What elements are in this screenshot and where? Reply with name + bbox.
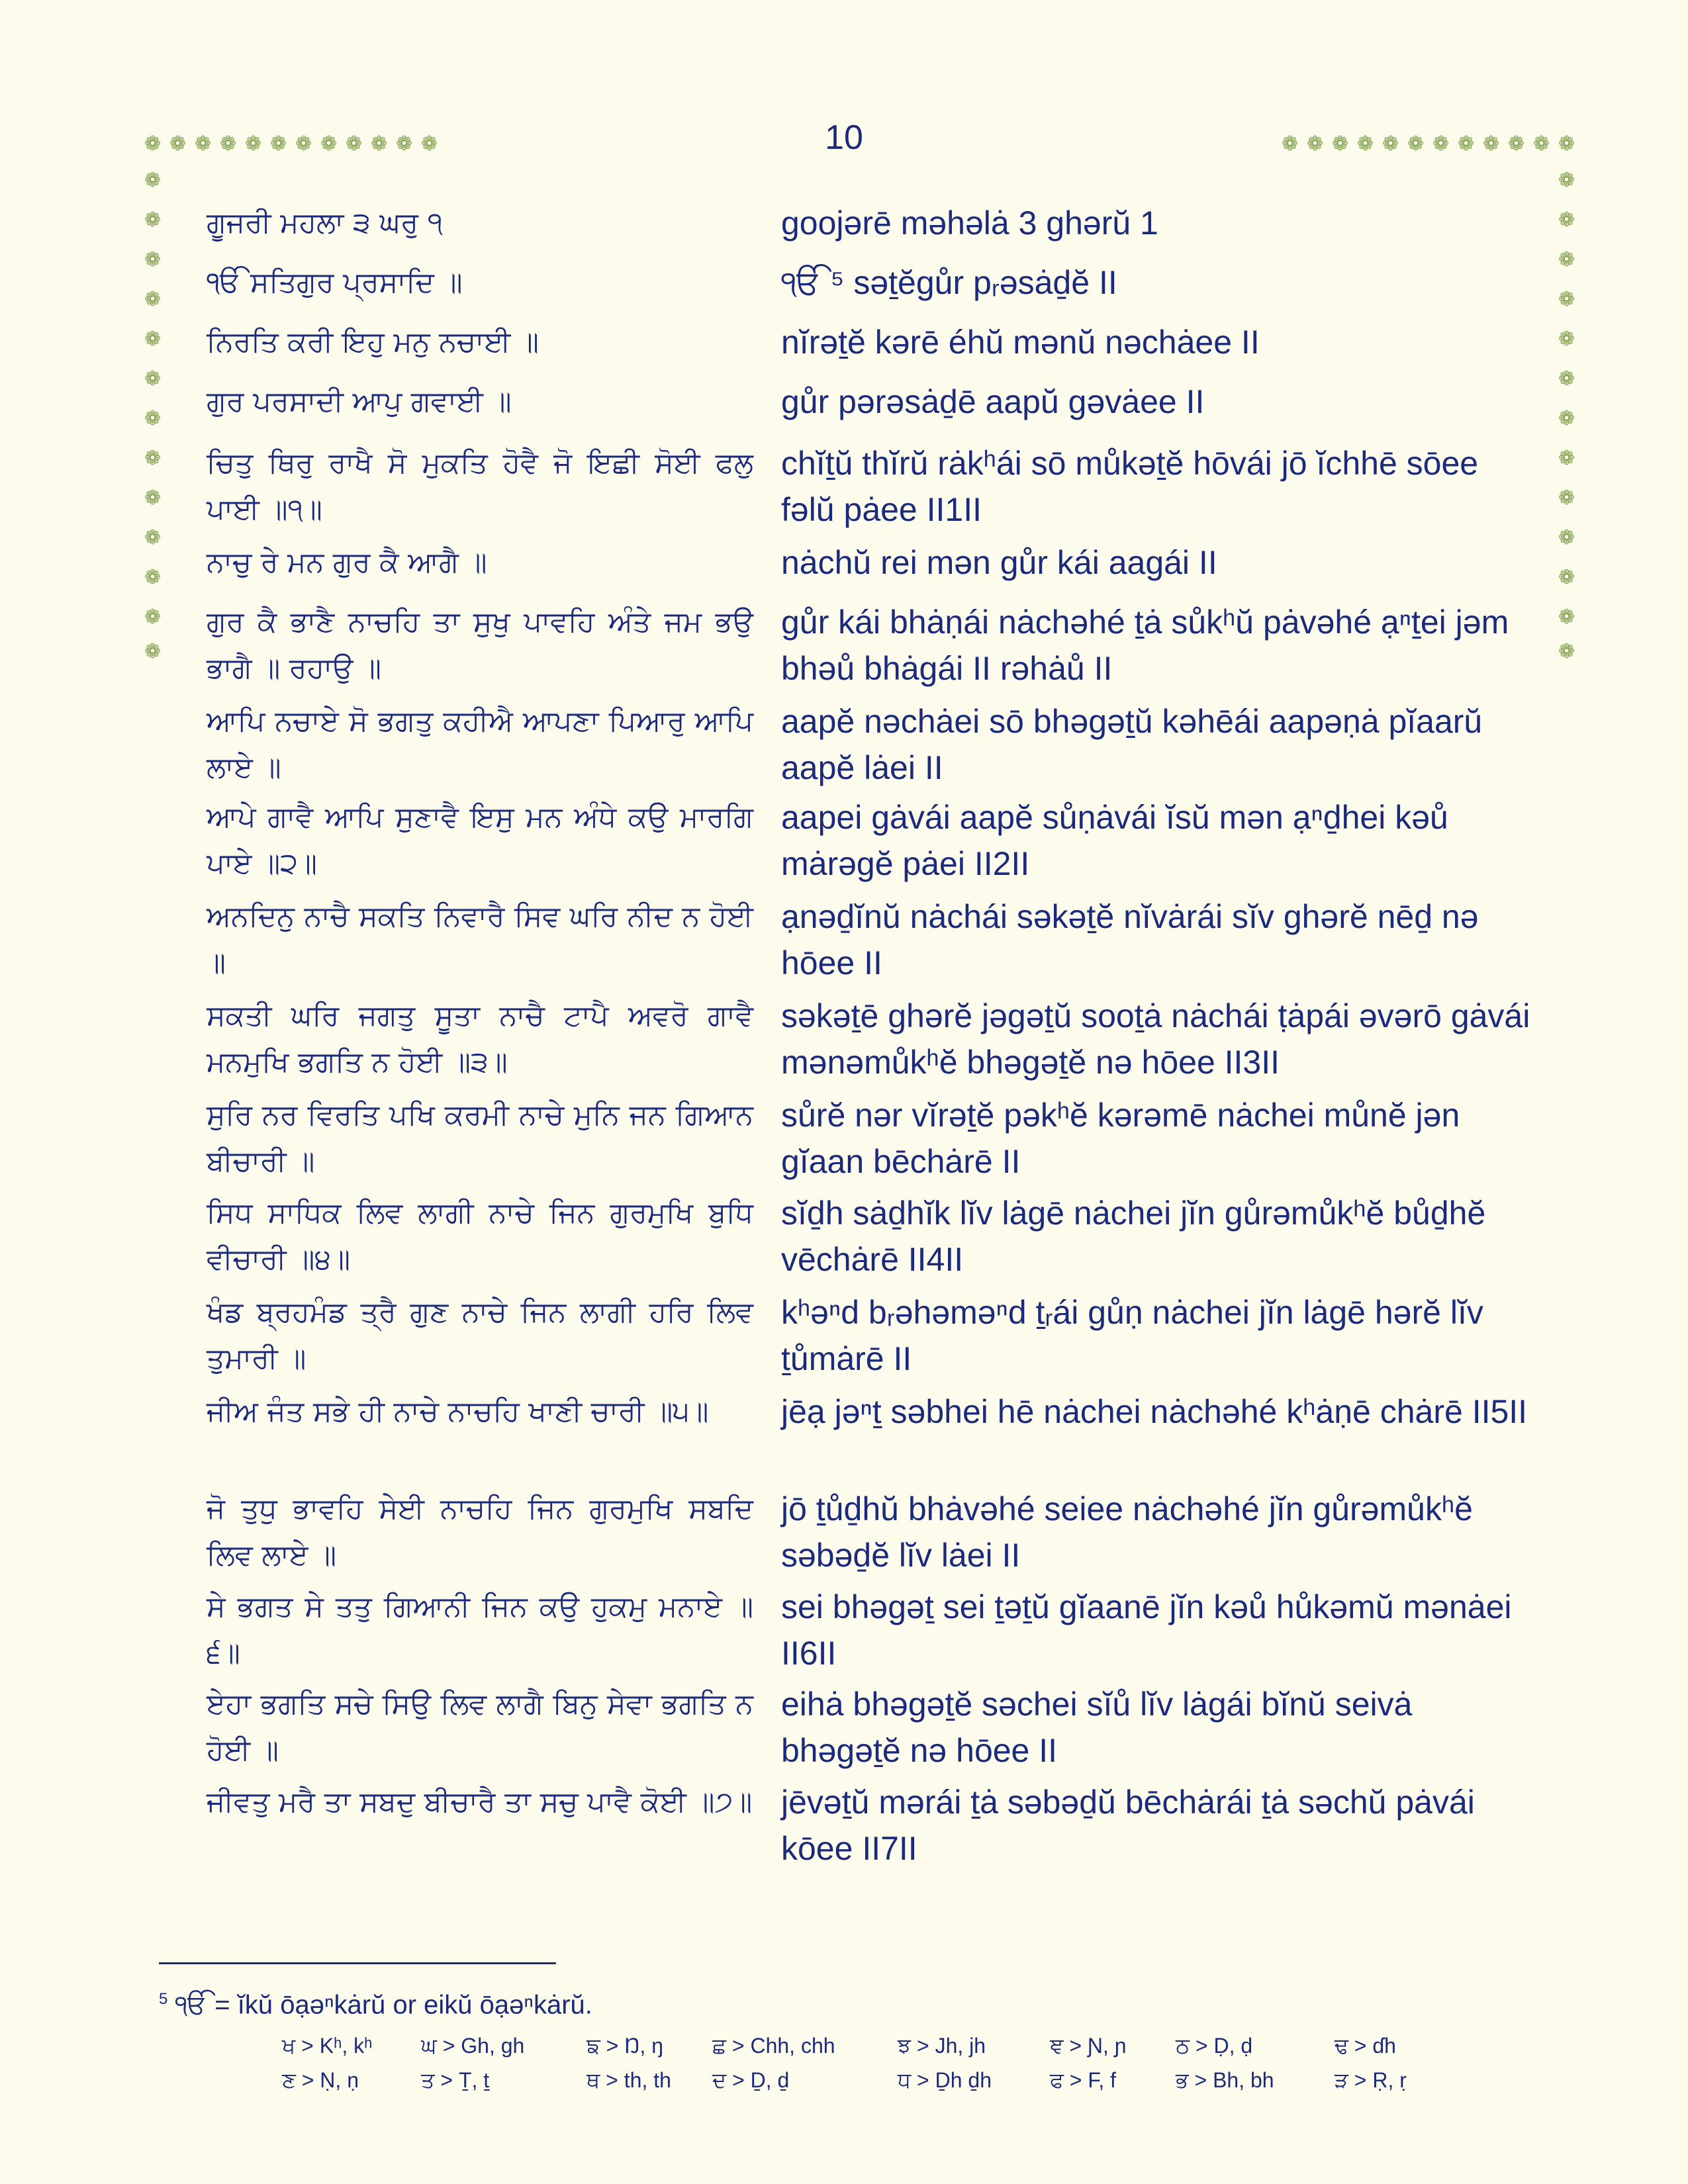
flower-icon: ❁ (1483, 132, 1500, 156)
flower-icon: ❁ (144, 566, 162, 589)
gurmukhi-line: ਗੁਰ ਕੈ ਭਾਣੈ ਨਾਚਹਿ ਤਾ ਸੁਖੁ ਪਾਵਹਿ ਅੰਤੇ ਜਮ ਭਉ ਭਾਗੈ ॥ ਰਹਾਉ ॥ (207, 606, 753, 685)
flower-icon: ❁ (1508, 132, 1525, 156)
flower-icon: ❁ (144, 447, 162, 470)
flower-icon: ❁ (144, 486, 162, 510)
footnote-marker: 5 (159, 1990, 168, 2008)
key-entry: ਭ > Bh, bh (1176, 2068, 1274, 2092)
gurmukhi-line: ਸੁਰਿ ਨਰ ਵਿਰਤਿ ਪਖਿ ਕਰਮੀ ਨਾਚੇ ਮੁਨਿ ਜਨ ਗਿਆਨ ਬੀਚਾਰੀ ॥ (207, 1099, 753, 1178)
flower-icon: ❁ (144, 328, 162, 351)
flower-icon: ❁ (1558, 447, 1575, 470)
footnote-divider (159, 1962, 556, 1964)
flower-icon: ❁ (1382, 132, 1399, 156)
flower-icon: ❁ (1558, 328, 1575, 351)
key-entry: ਢ > ɗh (1335, 2034, 1396, 2058)
gurmukhi-line: ਅਨਦਿਨੁ ਨਾਚੈ ਸਕਤਿ ਨਿਵਾਰੈ ਸਿਵ ਘਰਿ ਨੀਦ ਨ ਹੋਈ ॥ (207, 900, 753, 979)
gurmukhi-line: ਆਪੇ ਗਾਵੈ ਆਪਿ ਸੁਣਾਵੈ ਇਸੁ ਮਨ ਅੰਧੇ ਕਉ ਮਾਰਗਿ ਪਾਏ ॥੨॥ (207, 801, 753, 880)
key-entry: ਘ > Gh, gh (421, 2034, 525, 2058)
flower-icon: ❁ (245, 132, 262, 156)
gurmukhi-line: ਗੂਜਰੀ ਮਹਲਾ ੩ ਘਰੁ ੧ (207, 206, 444, 240)
gurmukhi-line: ਸਿਧ ਸਾਧਿਕ ਲਿਵ ਲਾਗੀ ਨਾਚੇ ਜਿਨ ਗੁਰਮੁਖਿ ਬੁਧਿ ਵੀਚਾਰੀ ॥੪॥ (207, 1197, 753, 1276)
flower-icon: ❁ (1558, 407, 1575, 430)
flower-icon: ❁ (144, 407, 162, 430)
flower-icon: ❁ (1282, 132, 1299, 156)
transliteration-line: jō ṯůḏhŭ bhȧvəhé seiee nȧchəhé jĭn gůrəmůkʰĕ səbəḏĕ lĭv lȧei II (781, 1490, 1473, 1574)
gurmukhi-line: ੴ ਸਤਿਗੁਰ ਪ੍ਰਸਾਦਿ ॥ (207, 266, 463, 299)
transliteration-line: jēạ jəⁿṯ səbhei hē nȧchei nȧchəhé kʰȧṇē chȧrē II5II (781, 1393, 1528, 1430)
key-entry: ਙ > Ŋ, ŋ (586, 2034, 663, 2058)
key-entry: ਦ > Ḏ, ḏ (712, 2068, 790, 2092)
flower-icon: ❁ (396, 132, 413, 156)
flower-icon: ❁ (1357, 132, 1374, 156)
flower-icon: ❁ (1558, 208, 1575, 232)
transliteration-line: sĭḏh sȧḏhĭk lĭv lȧgē nȧchei jĭn gůrəmůkʰĕ bůḏhĕ vēchȧrē II4II (781, 1195, 1486, 1278)
transliteration-line: nĭrəṯĕ kərē éhŭ mənŭ nəchȧee II (781, 324, 1260, 361)
transliteration-line: goojərē məhəlȧ 3 ghərŭ 1 (781, 205, 1158, 242)
gurmukhi-line: ਏਹਾ ਭਗਤਿ ਸਚੇ ਸਿਉ ਲਿਵ ਲਾਗੈ ਬਿਨੁ ਸੇਵਾ ਭਗਤਿ ਨ ਹੋਈ ॥ (207, 1688, 753, 1767)
flower-icon: ❁ (1558, 526, 1575, 549)
flower-icon: ❁ (1558, 132, 1575, 156)
flower-icon: ❁ (144, 367, 162, 390)
gurmukhi-line: ਜੀਅ ਜੰਤ ਸਭੇ ਹੀ ਨਾਚੇ ਨਾਚਹਿ ਖਾਣੀ ਚਾਰੀ ॥੫॥ (207, 1395, 709, 1428)
flower-icon: ❁ (421, 132, 438, 156)
transliteration-line: gůr pərəsȧḏē aapŭ gəvȧee II (781, 383, 1205, 420)
flower-icon: ❁ (371, 132, 388, 156)
flower-icon: ❁ (1558, 248, 1575, 271)
gurmukhi-line: ਖੰਡ ਬ੍ਰਹਮੰਡ ਤ੍ਰੈ ਗੁਣ ਨਾਚੇ ਜਿਨ ਲਾਗੀ ਹਰਿ ਲਿਵ ਤੁਮਾਰੀ ॥ (207, 1296, 753, 1375)
key-entry: ਠ > Ḍ, ḍ (1176, 2034, 1253, 2058)
transliteration-line: ạnəḏĭnŭ nȧchái səkəṯĕ nĭvȧrái sĭv ghərĕ nēḏ nə hōee II (781, 898, 1479, 981)
flower-icon: ❁ (1558, 288, 1575, 311)
flower-icon: ❁ (1558, 606, 1575, 629)
transliteration-line: sůrĕ nər vĭrəṯĕ pəkʰĕ kərəmē nȧchei můnĕ jən gĭaan bēchȧrē II (781, 1097, 1460, 1180)
transliteration-line: gůr kái bhȧṇái nȧchəhé ṯȧ sůkʰŭ pȧvəhé ạⁿṯei jəm bhəů bhȧgái II rəhȧů II (781, 604, 1509, 687)
transliteration-line: jēvəṯŭ mərái ṯȧ səbəḏŭ bēchȧrái ṯȧ səchŭ pȧvái kōee II7II (781, 1784, 1475, 1867)
flower-icon: ❁ (346, 132, 363, 156)
flower-icon: ❁ (220, 132, 237, 156)
flower-icon: ❁ (144, 248, 162, 271)
gurmukhi-line: ਨਿਰਤਿ ਕਰੀ ਇਹੁ ਮਨੁ ਨਚਾਈ ॥ (207, 326, 539, 359)
flower-icon: ❁ (195, 132, 212, 156)
gurmukhi-line: ਜੀਵਤੁ ਮਰੈ ਤਾ ਸਬਦੁ ਬੀਚਾਰੈ ਤਾ ਸਚੁ ਪਾਵੈ ਕੋਈ ॥੭॥ (207, 1786, 753, 1819)
key-entry: ਤ > Ṯ, ṯ (421, 2068, 490, 2092)
flower-icon: ❁ (1558, 640, 1575, 663)
flower-icon: ❁ (1558, 486, 1575, 510)
flower-icon: ❁ (1458, 132, 1475, 156)
gurmukhi-line: ਆਪਿ ਨਚਾਏ ਸੋ ਭਗਤੁ ਕਹੀਐ ਆਪਣਾ ਪਿਆਰੁ ਆਪਿ ਲਾਏ ॥ (207, 705, 753, 784)
flower-icon: ❁ (144, 132, 162, 156)
transliteration-line: sei bhəgəṯ sei ṯəṯŭ gĭaanē jĭn kəů hůkəmŭ mənȧei II6II (781, 1588, 1512, 1672)
transliteration-line: aapei gȧvái aapĕ sůṇȧvái ĭsŭ mən ạⁿḏhei kəů mȧrəgĕ pȧei II2II (781, 799, 1448, 882)
key-entry: ਖ > Kʰ, kʰ (282, 2034, 373, 2058)
flower-icon: ❁ (1432, 132, 1450, 156)
footnote-text: ੴ = ĭkŭ ōạəⁿkȧrŭ or eikŭ ōạəⁿkȧrŭ. (175, 1990, 592, 2020)
flower-icon: ❁ (1332, 132, 1349, 156)
flower-icon: ❁ (144, 526, 162, 549)
transliteration-line: səkəṯē ghərĕ jəgəṯŭ sooṯȧ nȧchái ṭȧpái əvərō gȧvái mənəmůkʰĕ bhəgəṯĕ nə hōee II3II (781, 997, 1530, 1081)
flower-icon: ❁ (1558, 566, 1575, 589)
flower-icon: ❁ (144, 169, 162, 192)
flower-icon: ❁ (1558, 367, 1575, 390)
key-entry: ਫ > F, f (1050, 2068, 1117, 2092)
flower-icon: ❁ (1407, 132, 1425, 156)
flower-icon: ❁ (295, 132, 312, 156)
key-entry: ਧ > Ḏh ḏh (898, 2068, 992, 2092)
transliteration-key (282, 2032, 1474, 2094)
key-entry: ਥ > th, th (586, 2068, 671, 2092)
transliteration-line: eihȧ bhəgəṯĕ səchei sĭů lĭv lȧgái bĭnŭ seivȧ bhəgəṯĕ nə hōee II (781, 1686, 1413, 1769)
key-entry: ਝ > Jh, jh (898, 2034, 986, 2058)
footnote (159, 1983, 1483, 2021)
gurmukhi-line: ਚਿਤੁ ਥਿਰੁ ਰਾਖੈ ਸੋ ਮੁਕਤਿ ਹੋਵੈ ਜੋ ਇਛੀ ਸੋਈ ਫਲੁ ਪਾਈ ॥੧॥ (207, 447, 753, 526)
flower-icon: ❁ (1307, 132, 1324, 156)
flower-icon: ❁ (144, 208, 162, 232)
flower-icon: ❁ (144, 606, 162, 629)
gurmukhi-line: ਗੁਰ ਪਰਸਾਦੀ ਆਪੁ ਗਵਾਈ ॥ (207, 385, 512, 418)
transliteration-line: ੴ ⁵ səṯĕgůr pᵣəsȧḏĕ II (781, 264, 1117, 301)
gurmukhi-line: ਜੋ ਤੁਧੁ ਭਾਵਹਿ ਸੇਈ ਨਾਚਹਿ ਜਿਨ ਗੁਰਮੁਖਿ ਸਬਦਿ ਲਿਵ ਲਾਏ ॥ (207, 1492, 753, 1572)
page-number: 10 (825, 118, 863, 157)
flower-icon: ❁ (320, 132, 338, 156)
key-entry: ਣ > Ṇ, ṇ (282, 2068, 359, 2092)
gurmukhi-line: ਨਾਚੁ ਰੇ ਮਨ ਗੁਰ ਕੈ ਆਗੈ ॥ (207, 546, 487, 579)
key-entry: ੜ > Ṛ, ṛ (1335, 2068, 1407, 2092)
transliteration-line: kʰəⁿd bᵣəhəməⁿd ṯᵣái gůṇ nȧchei jĭn lȧgē hərĕ lĭv ṯůmȧrē II (781, 1294, 1483, 1377)
key-entry: ਞ > Ɲ, ɲ (1050, 2034, 1127, 2058)
transliteration-line: nȧchŭ rei mən gůr kái aagái II (781, 544, 1217, 581)
gurmukhi-line: ਸੇ ਭਗਤ ਸੇ ਤਤੁ ਗਿਆਨੀ ਜਿਨ ਕਉ ਹੁਕਮੁ ਮਨਾਏ ॥੬॥ (207, 1590, 753, 1670)
transliteration-line: aapĕ nəchȧei sō bhəgəṯŭ kəhēái aapəṇȧ pĭaarŭ aapĕ lȧei II (781, 703, 1483, 786)
flower-icon: ❁ (1558, 169, 1575, 192)
flower-icon: ❁ (270, 132, 287, 156)
gurmukhi-line: ਸਕਤੀ ਘਰਿ ਜਗਤੁ ਸੂਤਾ ਨਾਚੈ ਟਾਪੈ ਅਵਰੋ ਗਾਵੈ ਮਨਮੁਖਿ ਭਗਤਿ ਨ ਹੋਈ ॥੩॥ (207, 999, 753, 1079)
flower-icon: ❁ (144, 640, 162, 663)
flower-icon: ❁ (144, 288, 162, 311)
key-entry: ਛ > Chh, chh (712, 2034, 835, 2058)
flower-icon: ❁ (1533, 132, 1550, 156)
transliteration-line: chĭṯŭ thĭrŭ rȧkʰái sō můkəṯĕ hōvái jō ĭchhē sōee fəlŭ pȧee II1II (781, 445, 1479, 528)
flower-icon: ❁ (169, 132, 187, 156)
